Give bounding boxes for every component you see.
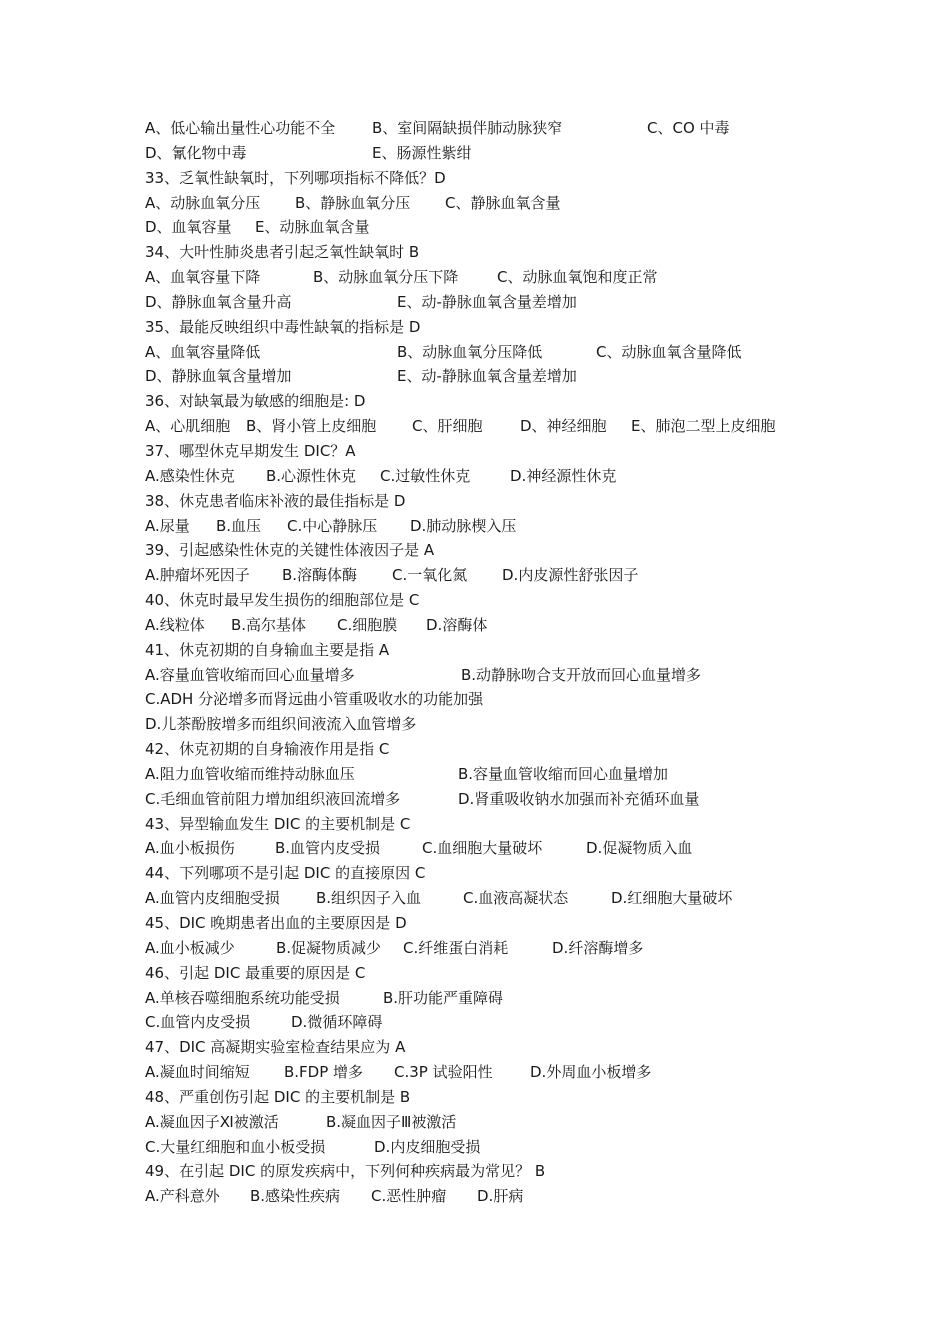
- question-text: 45、DIC 晚期患者出血的主要原因是 D: [145, 914, 407, 932]
- option-text: A.感染性休克: [145, 466, 235, 485]
- question-text: 40、休克时最早发生损伤的细胞部位是 C: [145, 591, 420, 610]
- option-line: [145, 1110, 845, 1135]
- option-text: C.细胞膜: [337, 615, 398, 634]
- question-text: 33、乏氧性缺氧时，下列哪项指标不降低？D: [145, 168, 446, 187]
- question-text: 35、最能反映组织中毒性缺氧的指标是 D: [145, 317, 421, 336]
- question-text: 36、对缺氧最为敏感的细胞是: D: [145, 392, 366, 411]
- question-line: [145, 861, 845, 886]
- question-text: 42、休克初期的自身输液作用是指 C: [145, 740, 390, 759]
- option-text: A.阻力血管收缩而维持动脉血压: [145, 764, 355, 783]
- option-text: C.ADH 分泌增多而肾远曲小管重吸收水的功能加强: [145, 690, 484, 709]
- option-text: A、血氧容量降低: [145, 342, 261, 361]
- option-text: C.恶性肿瘤: [371, 1187, 447, 1206]
- option-text: B、静脉血氧分压: [295, 193, 411, 212]
- option-text: A.凝血时间缩短: [145, 1063, 250, 1082]
- option-text: B、肾小管上皮细胞: [246, 417, 377, 436]
- question-line: [145, 240, 845, 265]
- option-line: [145, 116, 845, 141]
- option-text: B.血压: [216, 516, 262, 535]
- option-text: D、氰化物中毒: [145, 143, 247, 162]
- option-text: D、静脉血氧含量升高: [145, 292, 292, 311]
- question-line: [145, 489, 845, 514]
- option-text: D、静脉血氧含量增加: [145, 367, 292, 386]
- option-text: B.血管内皮受损: [275, 839, 381, 858]
- option-text: A.血小板减少: [145, 938, 235, 957]
- option-line: [145, 340, 845, 365]
- option-text: A.单核吞噬细胞系统功能受损: [145, 988, 340, 1007]
- option-line: [145, 836, 845, 861]
- option-text: B.组织因子入血: [316, 889, 422, 908]
- option-text: A.尿量: [145, 516, 190, 535]
- question-text: 49、在引起 DIC 的原发疾病中，下列何种疾病最为常见？ B: [145, 1162, 546, 1181]
- option-text: D.肾重吸收钠水加强而补充循环血量: [458, 789, 700, 808]
- option-line: [145, 787, 845, 812]
- option-text: B.肝功能严重障碍: [383, 988, 504, 1007]
- question-line: [145, 737, 845, 762]
- option-text: C、CO 中毒: [647, 119, 730, 137]
- question-text: 38、休克患者临床补液的最佳指标是 D: [145, 491, 406, 510]
- option-line: [145, 1184, 845, 1209]
- question-line: [145, 588, 845, 613]
- question-text: 43、异型输血发生 DIC 的主要机制是 C: [145, 814, 411, 833]
- question-text: 48、严重创伤引起 DIC 的主要机制是 B: [145, 1087, 411, 1106]
- option-line: [145, 663, 845, 688]
- option-text: C.3P 试验阳性: [394, 1063, 493, 1082]
- option-text: A、血氧容量下降: [145, 268, 261, 287]
- question-line: [145, 389, 845, 414]
- option-line: [145, 936, 845, 961]
- option-text: B.感染性疾病: [250, 1187, 341, 1206]
- option-line: [145, 141, 845, 166]
- option-text: B.心源性休克: [266, 466, 357, 485]
- option-text: D.溶酶体: [426, 615, 488, 634]
- option-text: D.神经源性休克: [510, 466, 617, 485]
- option-text: B、室间隔缺损伴肺动脉狭窄: [372, 119, 563, 137]
- option-text: D.肝病: [477, 1187, 524, 1206]
- option-line: [145, 687, 845, 712]
- option-text: E、动脉血氧含量: [255, 218, 370, 237]
- option-text: D、血氧容量: [145, 218, 232, 237]
- option-text: B.凝血因子Ⅲ被激活: [326, 1112, 457, 1131]
- option-text: C.血管内皮受损: [145, 1013, 251, 1032]
- option-text: E、肠源性紫绀: [372, 143, 472, 162]
- option-text: A.肿瘤坏死因子: [145, 566, 250, 585]
- option-text: C、动脉血氧饱和度正常: [497, 268, 658, 287]
- question-line: [145, 911, 845, 936]
- question-line: [145, 166, 845, 191]
- question-line: [145, 638, 845, 663]
- option-text: C、静脉血氧含量: [445, 193, 561, 212]
- option-text: E、肺泡二型上皮细胞: [631, 417, 776, 436]
- option-line: [145, 613, 845, 638]
- option-line: [145, 191, 845, 216]
- option-line: [145, 1135, 845, 1160]
- option-text: C.血液高凝状态: [463, 889, 569, 908]
- option-text: A、低心输出量性心功能不全: [145, 119, 336, 137]
- option-line: [145, 265, 845, 290]
- option-text: D、神经细胞: [520, 417, 607, 436]
- question-line: [145, 315, 845, 340]
- option-line: [145, 414, 845, 439]
- option-text: A.血管内皮细胞受损: [145, 889, 280, 908]
- option-text: D.内皮细胞受损: [374, 1137, 481, 1156]
- question-line: [145, 1035, 845, 1060]
- option-line: [145, 464, 845, 489]
- option-text: D.内皮源性舒张因子: [502, 566, 639, 585]
- option-text: B.容量血管收缩而回心血量增加: [458, 764, 669, 783]
- option-text: C.纤维蛋白消耗: [403, 938, 509, 957]
- option-text: C.血细胞大量破坏: [422, 839, 543, 858]
- question-text: 47、DIC 高凝期实验室检查结果应为 A: [145, 1038, 406, 1057]
- option-line: [145, 1060, 845, 1085]
- option-text: C.过敏性休克: [380, 466, 471, 485]
- option-text: C.中心静脉压: [287, 516, 378, 535]
- option-text: B.FDP 增多: [284, 1063, 364, 1082]
- option-text: D.外周血小板增多: [530, 1063, 652, 1082]
- question-text: 39、引起感染性休克的关键性体液因子是 A: [145, 541, 435, 560]
- question-line: [145, 812, 845, 837]
- option-text: A.凝血因子Ⅺ被激活: [145, 1112, 279, 1131]
- option-text: D.儿茶酚胺增多而组织间液流入血管增多: [145, 715, 417, 734]
- option-text: D.促凝物质入血: [586, 839, 693, 858]
- option-text: A、心肌细胞: [145, 417, 231, 436]
- question-text: 44、下列哪项不是引起 DIC 的直接原因 C: [145, 864, 426, 883]
- question-line: [145, 961, 845, 986]
- option-line: [145, 712, 845, 737]
- option-line: [145, 563, 845, 588]
- option-text: E、动-静脉血氧含量差增加: [397, 292, 577, 311]
- option-line: [145, 290, 845, 315]
- option-text: D.肺动脉楔入压: [410, 516, 517, 535]
- question-line: [145, 439, 845, 464]
- question-line: [145, 538, 845, 563]
- option-text: C.大量红细胞和血小板受损: [145, 1137, 326, 1156]
- question-list: [145, 116, 845, 1209]
- option-text: B、动脉血氧分压下降: [313, 268, 459, 287]
- option-text: D.红细胞大量破坏: [611, 889, 733, 908]
- option-text: C、肝细胞: [412, 417, 483, 436]
- option-text: D.纤溶酶增多: [552, 938, 644, 957]
- option-line: [145, 986, 845, 1011]
- option-text: C.毛细血管前阻力增加组织液回流增多: [145, 789, 401, 808]
- option-text: A.血小板损伤: [145, 839, 235, 858]
- question-line: [145, 1159, 845, 1184]
- option-text: E、动-静脉血氧含量差增加: [397, 367, 577, 386]
- option-line: [145, 364, 845, 389]
- question-text: 46、引起 DIC 最重要的原因是 C: [145, 963, 366, 982]
- option-text: C、动脉血氧含量降低: [596, 342, 742, 361]
- question-text: 37、哪型休克早期发生 DIC？A: [145, 441, 356, 460]
- option-text: B、动脉血氧分压降低: [397, 342, 543, 361]
- option-text: A.线粒体: [145, 615, 205, 634]
- option-line: [145, 762, 845, 787]
- option-line: [145, 514, 845, 539]
- option-line: [145, 215, 845, 240]
- option-text: A.产科意外: [145, 1187, 220, 1206]
- option-text: B.促凝物质减少: [276, 938, 382, 957]
- option-text: C.一氧化氮: [392, 566, 468, 585]
- option-text: D.微循环障碍: [291, 1013, 383, 1032]
- option-text: B.溶酶体酶: [282, 566, 358, 585]
- question-text: 34、大叶性肺炎患者引起乏氧性缺氧时 B: [145, 243, 420, 262]
- question-text: 41、休克初期的自身输血主要是指 A: [145, 640, 390, 659]
- question-line: [145, 1085, 845, 1110]
- option-line: [145, 1010, 845, 1035]
- option-text: B.高尔基体: [231, 615, 307, 634]
- option-line: [145, 886, 845, 911]
- option-text: B.动静脉吻合支开放而回心血量增多: [461, 665, 702, 684]
- option-text: A.容量血管收缩而回心血量增多: [145, 665, 355, 684]
- option-text: A、动脉血氧分压: [145, 193, 261, 212]
